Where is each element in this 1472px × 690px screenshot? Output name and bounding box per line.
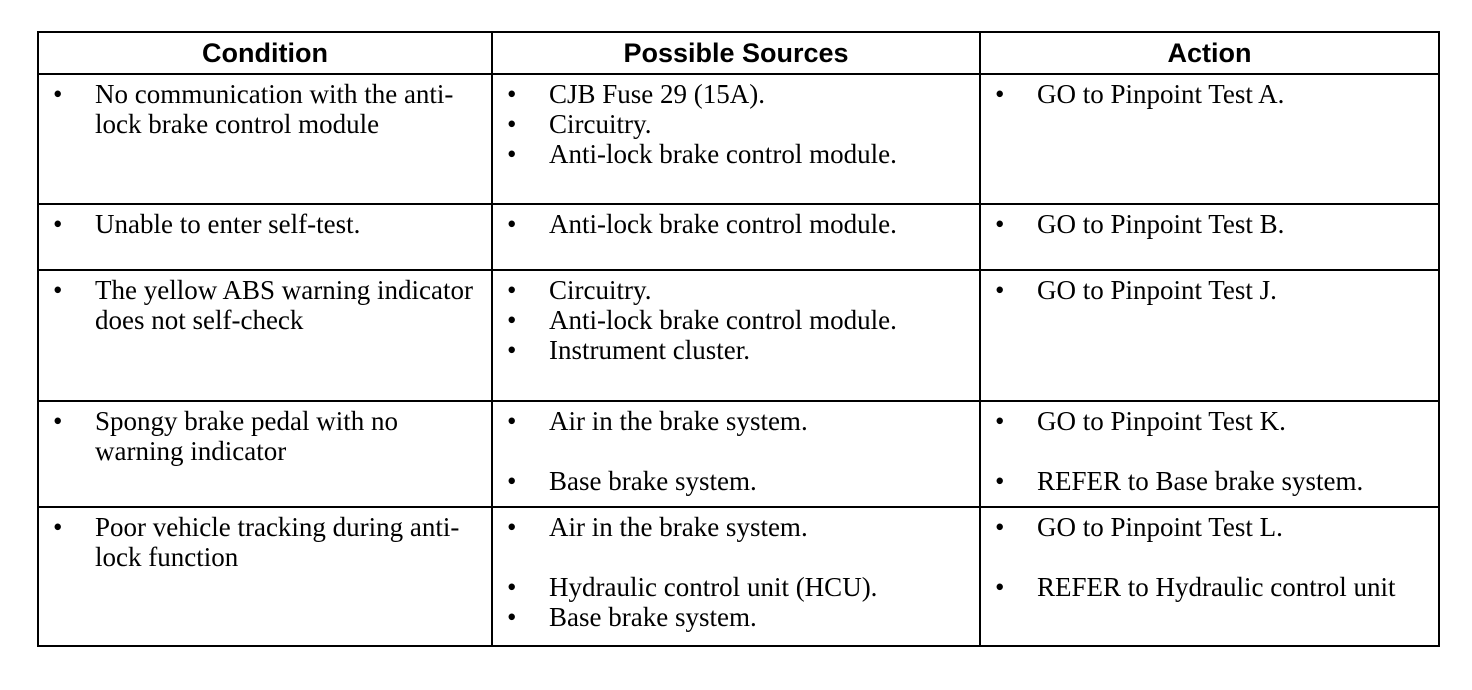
header-action: Action (980, 32, 1439, 74)
action-item: • GO to Pinpoint Test L. (981, 512, 1438, 542)
action-item: • GO to Pinpoint Test A. (981, 79, 1438, 109)
header-possible-sources: Possible Sources (492, 32, 980, 74)
table-row (38, 74, 1439, 204)
source-item: • Hydraulic control unit (HCU). (493, 572, 979, 602)
action-item: • REFER to Base brake system. (981, 466, 1438, 496)
condition-cell (38, 401, 492, 508)
sources-cell (492, 401, 980, 508)
table-row (38, 270, 1439, 400)
condition-cell (38, 270, 492, 400)
condition-text: • The yellow ABS warning indicator does not self-check (39, 275, 491, 335)
sources-cell (492, 270, 980, 400)
action-cell (980, 204, 1439, 270)
action-item: • REFER to Hydraulic control unit (981, 572, 1438, 602)
source-item: • Circuitry. (493, 275, 979, 305)
source-item: • Anti-lock brake control module. (493, 305, 979, 335)
symptom-chart-table (37, 31, 1440, 647)
table-row (38, 401, 1439, 508)
action-item: • GO to Pinpoint Test J. (981, 275, 1438, 305)
source-item: • Anti-lock brake control module. (493, 139, 979, 169)
action-item: • GO to Pinpoint Test K. (981, 406, 1438, 436)
source-item: • Anti-lock brake control module. (493, 209, 979, 239)
condition-text: • No communication with the anti-lock brake control module (39, 79, 491, 139)
header-row (38, 32, 1439, 74)
table-row (38, 204, 1439, 270)
condition-cell (38, 74, 492, 204)
action-cell (980, 401, 1439, 508)
action-cell (980, 270, 1439, 400)
action-cell (980, 507, 1439, 646)
action-cell (980, 74, 1439, 204)
sources-cell (492, 74, 980, 204)
source-item: • Base brake system. (493, 602, 979, 632)
source-item: • Base brake system. (493, 466, 979, 496)
source-item: • CJB Fuse 29 (15A). (493, 79, 979, 109)
condition-cell (38, 204, 492, 270)
source-item: • Instrument cluster. (493, 335, 979, 365)
condition-text: • Poor vehicle tracking during anti-lock function (39, 512, 491, 572)
sources-cell (492, 507, 980, 646)
source-item: • Air in the brake system. (493, 512, 979, 542)
sources-cell (492, 204, 980, 270)
source-item: • Air in the brake system. (493, 406, 979, 436)
action-item: • GO to Pinpoint Test B. (981, 209, 1438, 239)
header-condition: Condition (38, 32, 492, 74)
condition-cell (38, 507, 492, 646)
condition-text: • Unable to enter self-test. (39, 209, 491, 239)
condition-text: • Spongy brake pedal with no warning indicator (39, 406, 491, 466)
table-row (38, 507, 1439, 646)
source-item: • Circuitry. (493, 109, 979, 139)
